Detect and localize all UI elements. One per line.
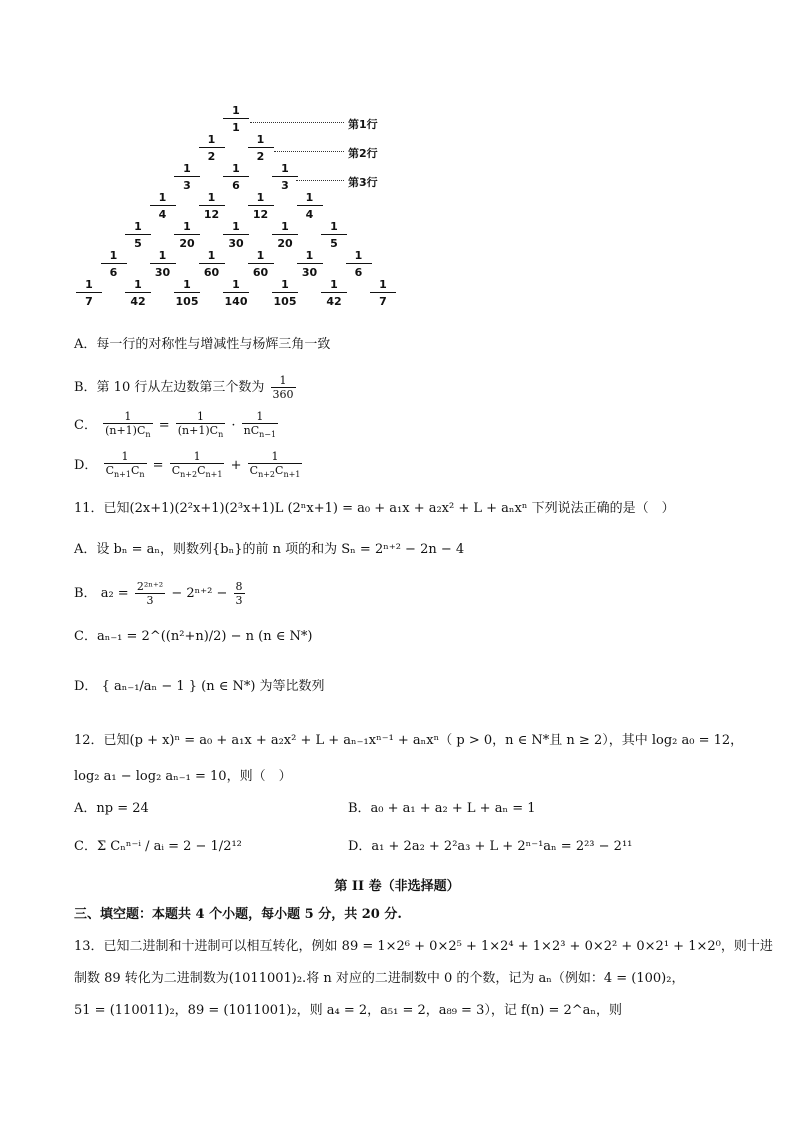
triangle-entry-den: 30: [228, 237, 244, 250]
triangle-entry: [221, 220, 251, 250]
triangle-entry-bar: [223, 292, 249, 293]
q10-d-r-den: $C_{n+2}C_{n+1}$: [249, 464, 301, 480]
q10-b-fraction: [271, 374, 296, 401]
q11-d-label: D．: [74, 679, 98, 694]
triangle-entry-bar: [297, 263, 323, 264]
triangle-entry-bar: [199, 263, 225, 264]
q10-d-m-den: $C_{n+2}C_{n+1}$: [171, 464, 223, 480]
triangle-entry-den: 5: [134, 237, 142, 250]
triangle-entry-bar: [199, 147, 225, 148]
triangle-entry-bar: [174, 176, 200, 177]
triangle-entry: [344, 249, 374, 279]
q10-c-l-den-text: (n+1)C: [105, 424, 146, 437]
q10-c-l-num: 1: [124, 410, 132, 423]
triangle-entry-num: 1: [330, 278, 338, 291]
triangle-entry-num: 1: [305, 249, 314, 262]
triangle-entry: [148, 191, 178, 221]
q11-b-frac2: [234, 580, 245, 607]
triangle-entry-num: 1: [281, 220, 289, 233]
q11-d-expr: { aₙ₋₁/aₙ − 1 } (n ∈ N*) 为等比数列: [101, 679, 325, 694]
q10-c-r-num: 1: [256, 410, 264, 423]
triangle-entry-num: 1: [134, 220, 142, 233]
q10-c-l-den: $(n+1)C_n$: [105, 424, 151, 440]
triangle-entry: [246, 191, 276, 221]
row-label-2: 第2行: [348, 147, 378, 160]
q11-option-c: C．aₙ₋₁ = 2^((n²+n)/2) − n (n ∈ N*): [74, 629, 313, 644]
triangle-entry: [270, 162, 300, 192]
triangle-entry-bar: [174, 292, 200, 293]
triangle-entry: [368, 278, 398, 308]
triangle-entry: [270, 278, 300, 308]
triangle-entry: [319, 278, 349, 308]
triangle-entry-den: 12: [203, 208, 220, 221]
q10-d-l-den: $C_{n+1}C_n$: [105, 464, 145, 480]
triangle-entry-den: 7: [379, 295, 387, 308]
triangle-entry-bar: [248, 147, 274, 148]
triangle-entry-num: 1: [256, 249, 265, 262]
row-label-1: 第1行: [348, 118, 378, 131]
triangle-entry-num: 1: [207, 133, 216, 146]
triangle-entry-bar: [297, 205, 323, 206]
q10-option-a: A．每一行的对称性与增减性与杨辉三角一致: [74, 337, 331, 352]
q10-d-r-num: 1: [271, 450, 279, 463]
q12-stem-2: log₂ a₁ − log₂ aₙ₋₁ = 10，则（ ）: [74, 769, 292, 784]
q10-d-l-num: 1: [121, 450, 129, 463]
triangle-entry: [295, 191, 325, 221]
triangle-entry-bar: [248, 263, 274, 264]
triangle-entry-den: 20: [179, 237, 195, 250]
row-label-3: 第3行: [348, 176, 378, 189]
triangle-entry-bar: [272, 234, 298, 235]
q11-b-expr: a₂ =: [100, 586, 133, 601]
triangle-entry-den: 3: [183, 179, 191, 192]
q10-d-plus: +: [230, 458, 242, 474]
q12-stem: 12．已知(p + x)ⁿ = a₀ + a₁x + a₂x² + L + aₙ₋₁xⁿ⁻¹ + aₙxⁿ（ p > 0，n ∈ N*且 n ≥ 2），其中 log₂ a₀ = 12，: [74, 733, 744, 748]
triangle-entry-den: 12: [252, 208, 269, 221]
triangle-entry-den: 6: [109, 266, 118, 279]
triangle-entry: [172, 278, 202, 308]
triangle-entry: [197, 191, 227, 221]
q10-d-frac-left: [104, 450, 147, 481]
q10-c-frac-right: [242, 410, 278, 441]
triangle-entry-num: 1: [281, 278, 289, 291]
triangle-entry-bar: [346, 263, 372, 264]
q10-c-m-den: $(n+1)C_n$: [177, 424, 224, 440]
triangle-entry: [246, 133, 276, 163]
triangle-entry-num: 1: [207, 191, 216, 204]
q10-option-c: C． $\frac{1}{(n+1)C_n}$ = $\frac{1}{(n+1)C_n}$ · $\frac{1}{nC_{n-1}}$: [74, 410, 277, 440]
row-3-leader: [296, 180, 344, 181]
q13-line-2: 制数 89 转化为二进制数为(1011001)₂.将 n 对应的二进制数中 0 的个数，记为 aₙ（例如：4 = (100)₂，: [74, 971, 685, 986]
triangle-entry: [221, 278, 251, 308]
triangle-entry-num: 1: [158, 249, 167, 262]
q11-b-frac1-num: 2²ⁿ⁺²: [136, 580, 164, 593]
q10-c-frac-left: [103, 410, 152, 441]
triangle-entry-den: 6: [354, 266, 363, 279]
triangle-entry: [172, 220, 202, 250]
q11-b-frac1-den: 3: [135, 593, 165, 607]
q10-c-frac-mid: [176, 410, 225, 441]
triangle-entry-den: 60: [203, 266, 220, 279]
triangle-entry-num: 1: [85, 278, 93, 291]
q11-option-d: [74, 678, 325, 696]
triangle-entry-den: 4: [158, 208, 167, 221]
triangle-entry: [221, 162, 251, 192]
q10-c-m-num: 1: [196, 410, 204, 423]
triangle-entry-num: 1: [207, 249, 216, 262]
q12-option-a: A．np = 24: [74, 801, 149, 816]
triangle-entry-num: 1: [232, 220, 240, 233]
triangle-entry-den: 3: [281, 179, 289, 192]
triangle-entry: [148, 249, 178, 279]
triangle-entry: [270, 220, 300, 250]
triangle-entry: [123, 278, 153, 308]
triangle-entry-bar: [321, 292, 347, 293]
q10-option-b: [74, 374, 298, 401]
q11-b-frac1: [135, 580, 165, 607]
triangle-entry-bar: [125, 234, 151, 235]
triangle-entry-den: 1: [232, 121, 240, 134]
q10-d-label: D．: [74, 458, 98, 474]
q11-stem: 11．已知(2x+1)(2²x+1)(2³x+1)L (2ⁿx+1) = a₀ + a₁x + a₂x² + L + aₙxⁿ 下列说法正确的是（ ）: [74, 501, 675, 516]
section-2-title: 第 II 卷（非选择题）: [334, 879, 460, 894]
triangle-entry: [123, 220, 153, 250]
section-3-heading: 三、填空题：本题共 4 个小题，每小题 5 分，共 20 分.: [74, 907, 402, 922]
q13-line-3: 51 = (110011)₂，89 = (1011001)₂，则 a₄ = 2，a₅₁ = 2，a₈₉ = 3），记 f(n) = 2^aₙ，则: [74, 1003, 623, 1018]
triangle-entry-num: 1: [158, 191, 167, 204]
q10-d-frac-right: [248, 450, 303, 481]
q11-b-mid: − 2ⁿ⁺² −: [171, 586, 232, 601]
triangle-entry-den: 2: [207, 150, 216, 163]
q10-c-label: C．: [74, 418, 97, 434]
triangle-entry: [246, 249, 276, 279]
triangle-entry-den: 20: [277, 237, 293, 250]
triangle-entry-den: 42: [130, 295, 146, 308]
row-1-leader: [250, 122, 344, 123]
triangle-entry-den: 6: [232, 179, 240, 192]
q11-b-frac2-num: 8: [235, 580, 243, 593]
triangle-entry-den: 30: [154, 266, 171, 279]
triangle-entry: [221, 104, 251, 134]
triangle-entry-bar: [125, 292, 151, 293]
triangle-entry-bar: [174, 234, 200, 235]
q10-c-m-den-text: (n+1)C: [177, 424, 219, 437]
triangle-entry: [197, 133, 227, 163]
triangle-entry-num: 1: [330, 220, 338, 233]
triangle-entry-den: 5: [330, 237, 338, 250]
triangle-entry-bar: [321, 234, 347, 235]
triangle-entry-bar: [223, 118, 249, 119]
triangle-entry-den: 42: [326, 295, 342, 308]
triangle-entry-num: 1: [183, 278, 191, 291]
q10-option-d: [74, 450, 304, 481]
triangle-entry-bar: [272, 176, 298, 177]
triangle-entry: [74, 278, 104, 308]
triangle-entry-num: 1: [256, 191, 265, 204]
triangle-entry: [99, 249, 129, 279]
triangle-entry-num: 1: [109, 249, 118, 262]
triangle-entry-den: 2: [256, 150, 265, 163]
triangle-entry-den: 140: [224, 295, 248, 308]
triangle-entry-bar: [76, 292, 102, 293]
q10-b-num: 1: [279, 374, 287, 387]
triangle-entry: [172, 162, 202, 192]
q10-d-m-num: 1: [193, 450, 201, 463]
triangle-entry-den: 4: [305, 208, 314, 221]
triangle-entry-bar: [223, 234, 249, 235]
triangle-entry-bar: [150, 263, 176, 264]
q11-b-frac2-den: 3: [235, 594, 243, 607]
q10-d-frac-mid: [170, 450, 225, 481]
triangle-entry: [197, 249, 227, 279]
triangle-entry-bar: [223, 176, 249, 177]
triangle-entry-num: 1: [354, 249, 363, 262]
triangle-entry-num: 1: [232, 278, 240, 291]
q13-line-1: 13．已知二进制和十进制可以相互转化，例如 89 = 1×2⁶ + 0×2⁵ + 1×2⁴ + 1×2³ + 0×2² + 0×2¹ + 1×2⁰，则十进: [74, 939, 773, 954]
triangle-entry-num: 1: [183, 220, 191, 233]
q10-c-r-den: $nC_{n-1}$: [243, 424, 277, 440]
triangle-entry-bar: [101, 263, 127, 264]
q10-b-den: 360: [272, 388, 294, 401]
triangle-entry-bar: [272, 292, 298, 293]
q10-d-eq: =: [152, 458, 164, 474]
q11-b-label: B．: [74, 586, 97, 601]
q10-c-eq: =: [158, 418, 170, 434]
triangle-entry-den: 60: [252, 266, 269, 279]
triangle-entry-num: 1: [281, 162, 289, 175]
triangle-entry: [319, 220, 349, 250]
triangle-entry-num: 1: [232, 104, 240, 117]
triangle-entry-num: 1: [305, 191, 314, 204]
triangle-entry-bar: [199, 205, 225, 206]
triangle-entry-num: 1: [256, 133, 265, 146]
q10-b-text: B．第 10 行从左边数第三个数为: [74, 380, 265, 395]
triangle-entry-num: 1: [134, 278, 142, 291]
triangle-entry-den: 105: [273, 295, 297, 308]
q10-c-r-den-text: nC: [243, 424, 260, 437]
triangle-entry-num: 1: [232, 162, 240, 175]
q11-option-a: A．设 bₙ = aₙ，则数列{bₙ}的前 n 项的和为 Sₙ = 2ⁿ⁺² − 2n − 4: [74, 542, 465, 557]
q11-option-b: [74, 580, 247, 607]
triangle-entry-den: 7: [85, 295, 93, 308]
q12-option-b: B．a₀ + a₁ + a₂ + L + aₙ = 1: [348, 801, 536, 816]
q10-d-l-den-text: C: [105, 464, 114, 477]
triangle-entry-bar: [370, 292, 396, 293]
triangle-entry-num: 1: [379, 278, 387, 291]
triangle-entry-bar: [248, 205, 274, 206]
triangle-entry: [295, 249, 325, 279]
q12-option-d: D．a₁ + 2a₂ + 2²a₃ + L + 2ⁿ⁻¹aₙ = 2²³ − 2¹¹: [348, 839, 633, 854]
triangle-entry-den: 30: [301, 266, 318, 279]
row-2-leader: [274, 151, 344, 152]
triangle-entry-bar: [150, 205, 176, 206]
triangle-entry-num: 1: [183, 162, 191, 175]
triangle-entry-den: 105: [175, 295, 199, 308]
q12-option-c: C．Σ Cₙⁿ⁻ⁱ / aᵢ = 2 − 1/2¹²: [74, 839, 242, 854]
